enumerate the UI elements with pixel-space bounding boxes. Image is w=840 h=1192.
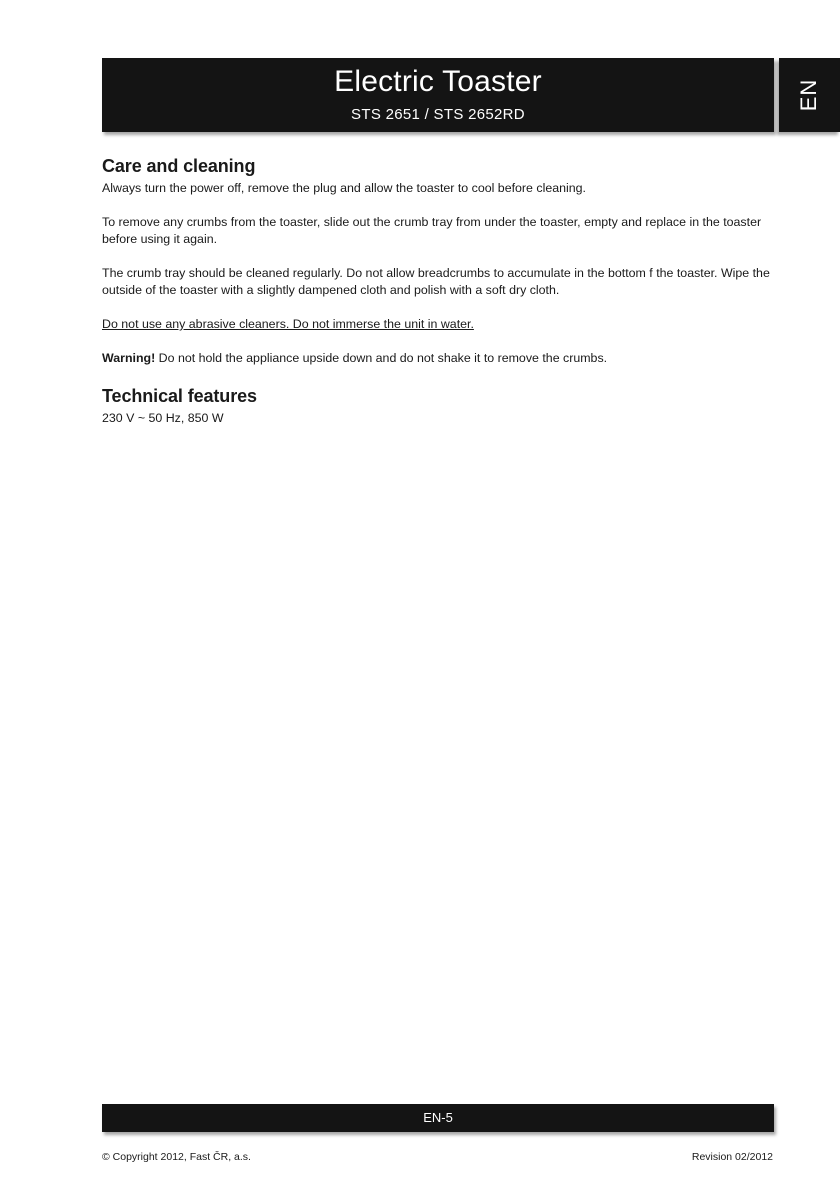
- technical-heading: Technical features: [102, 386, 257, 406]
- warning-text: Do not hold the appliance upside down and do not shake it to remove the crumbs.: [155, 351, 608, 365]
- copyright-text: © Copyright 2012, Fast ČR, a.s.: [102, 1151, 251, 1163]
- care-paragraph-3: The crumb tray should be cleaned regularly. Do not allow breadcrumbs to accumulate in the bottom f the toaster. Wipe the outside of the toaster with a slightly dampened cloth and polish with a soft dry cloth.: [102, 266, 770, 297]
- care-paragraph-4-text: Do not use any abrasive cleaners. Do not immerse the unit in water.: [102, 317, 474, 331]
- footer-bar: [102, 1104, 774, 1132]
- care-paragraph-2: To remove any crumbs from the toaster, slide out the crumb tray from under the toaster, empty and replace in the toaster before using it again.: [102, 215, 762, 246]
- model-numbers: STS 2651 / STS 2652RD: [351, 106, 525, 123]
- care-paragraph-1: Always turn the power off, remove the plug and allow the toaster to cool before cleaning.: [102, 181, 586, 195]
- revision-text: Revision 02/2012: [691, 1151, 773, 1163]
- page-title: Electric Toaster: [334, 65, 542, 98]
- language-tab: [779, 58, 840, 132]
- care-heading: Care and cleaning: [102, 156, 256, 176]
- main-content: [102, 154, 777, 444]
- care-paragraph-4: [102, 316, 777, 333]
- technical-spec: 230 V ~ 50 Hz, 850 W: [102, 411, 224, 425]
- language-label: EN: [796, 78, 821, 112]
- page-number: EN-5: [423, 1110, 453, 1125]
- header-bar: [102, 58, 774, 132]
- warning-label: Warning!: [102, 351, 156, 365]
- warning-paragraph: [102, 350, 777, 367]
